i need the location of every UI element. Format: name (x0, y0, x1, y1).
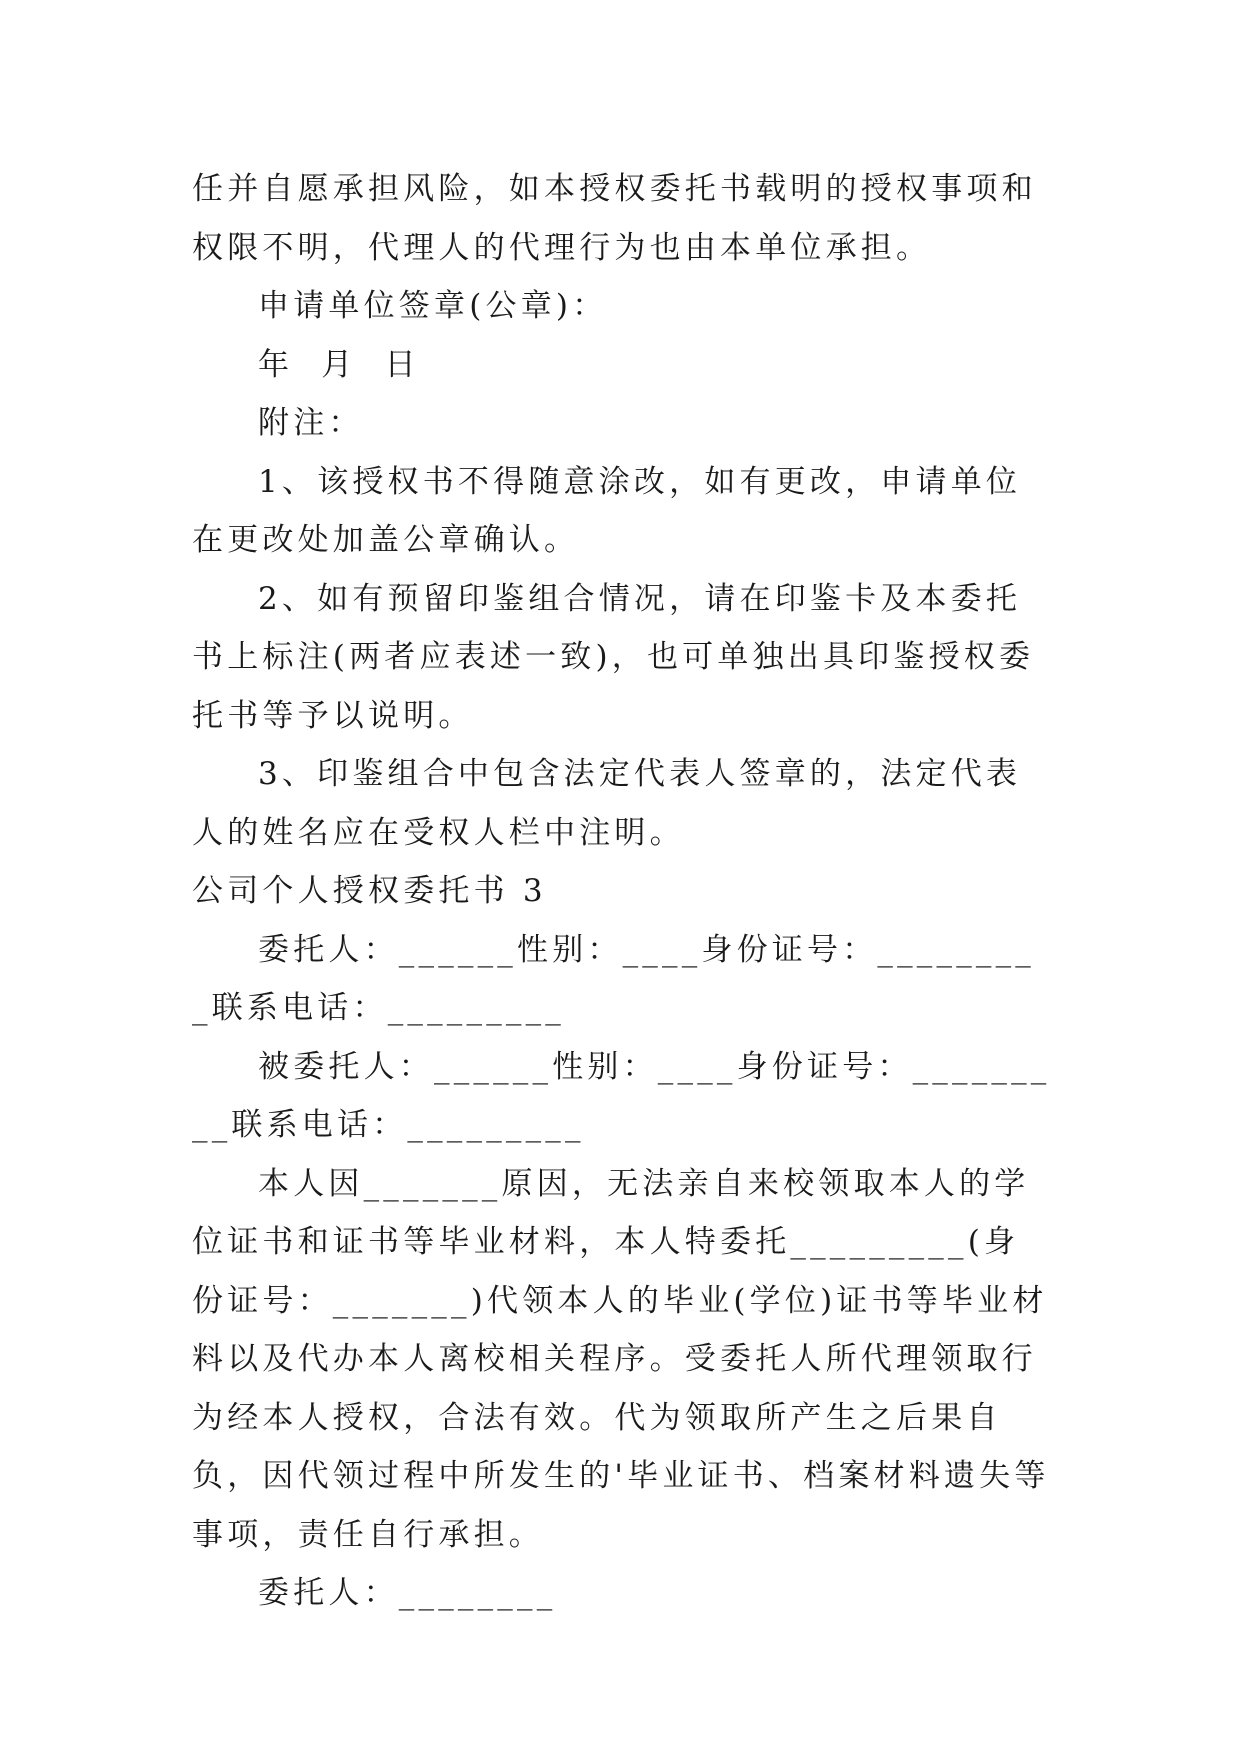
paragraph-authorization-body: 本人因_______原因，无法亲自来校领取本人的学位证书和证书等毕业材料，本人特委托_________(身份证号：_______)代领本人的毕业(学位)证书等毕业材料以及代办本人离校相关程序。受委托人所代理领取行为经本人授权，合法有效。代为领取所产生之后果自负，因代领过程中所发生的'毕业证书、档案材料遗失等事项，责任自行承担。 (192, 1165, 1050, 1553)
paragraph-date-line: 年 月 日 (258, 346, 420, 383)
document-body (192, 160, 1052, 1623)
paragraph-agent-info: 被委托人：______性别：____身份证号：_________联系电话：_________ (192, 1048, 1051, 1143)
paragraph-responsibility-continuation: 任并自愿承担风险，如本授权委托书载明的授权事项和权限不明，代理人的代理行为也由本单位承担。 (192, 171, 1037, 266)
paragraph-note-2: 2、如有预留印鉴组合情况，请在印鉴卡及本委托书上标注(两者应表述一致)，也可单独出具印鉴授权委托书等予以说明。 (192, 580, 1035, 734)
paragraph-principal-info: 委托人：______性别：____身份证号：_________联系电话：_________ (192, 931, 1035, 1026)
paragraph-applicant-seal: 申请单位签章(公章)： (258, 288, 608, 324)
paragraph-principal-signature: 委托人：________ (258, 1575, 557, 1611)
paragraph-notes-heading: 附注： (258, 405, 364, 441)
paragraph-note-3: 3、印鉴组合中包含法定代表人签章的，法定代表人的姓名应在受权人栏中注明。 (192, 756, 1022, 851)
paragraph-note-1: 1、该授权书不得随意涂改，如有更改，申请单位在更改处加盖公章确认。 (192, 463, 1022, 558)
section-title: 公司个人授权委托书 3 (192, 873, 547, 909)
